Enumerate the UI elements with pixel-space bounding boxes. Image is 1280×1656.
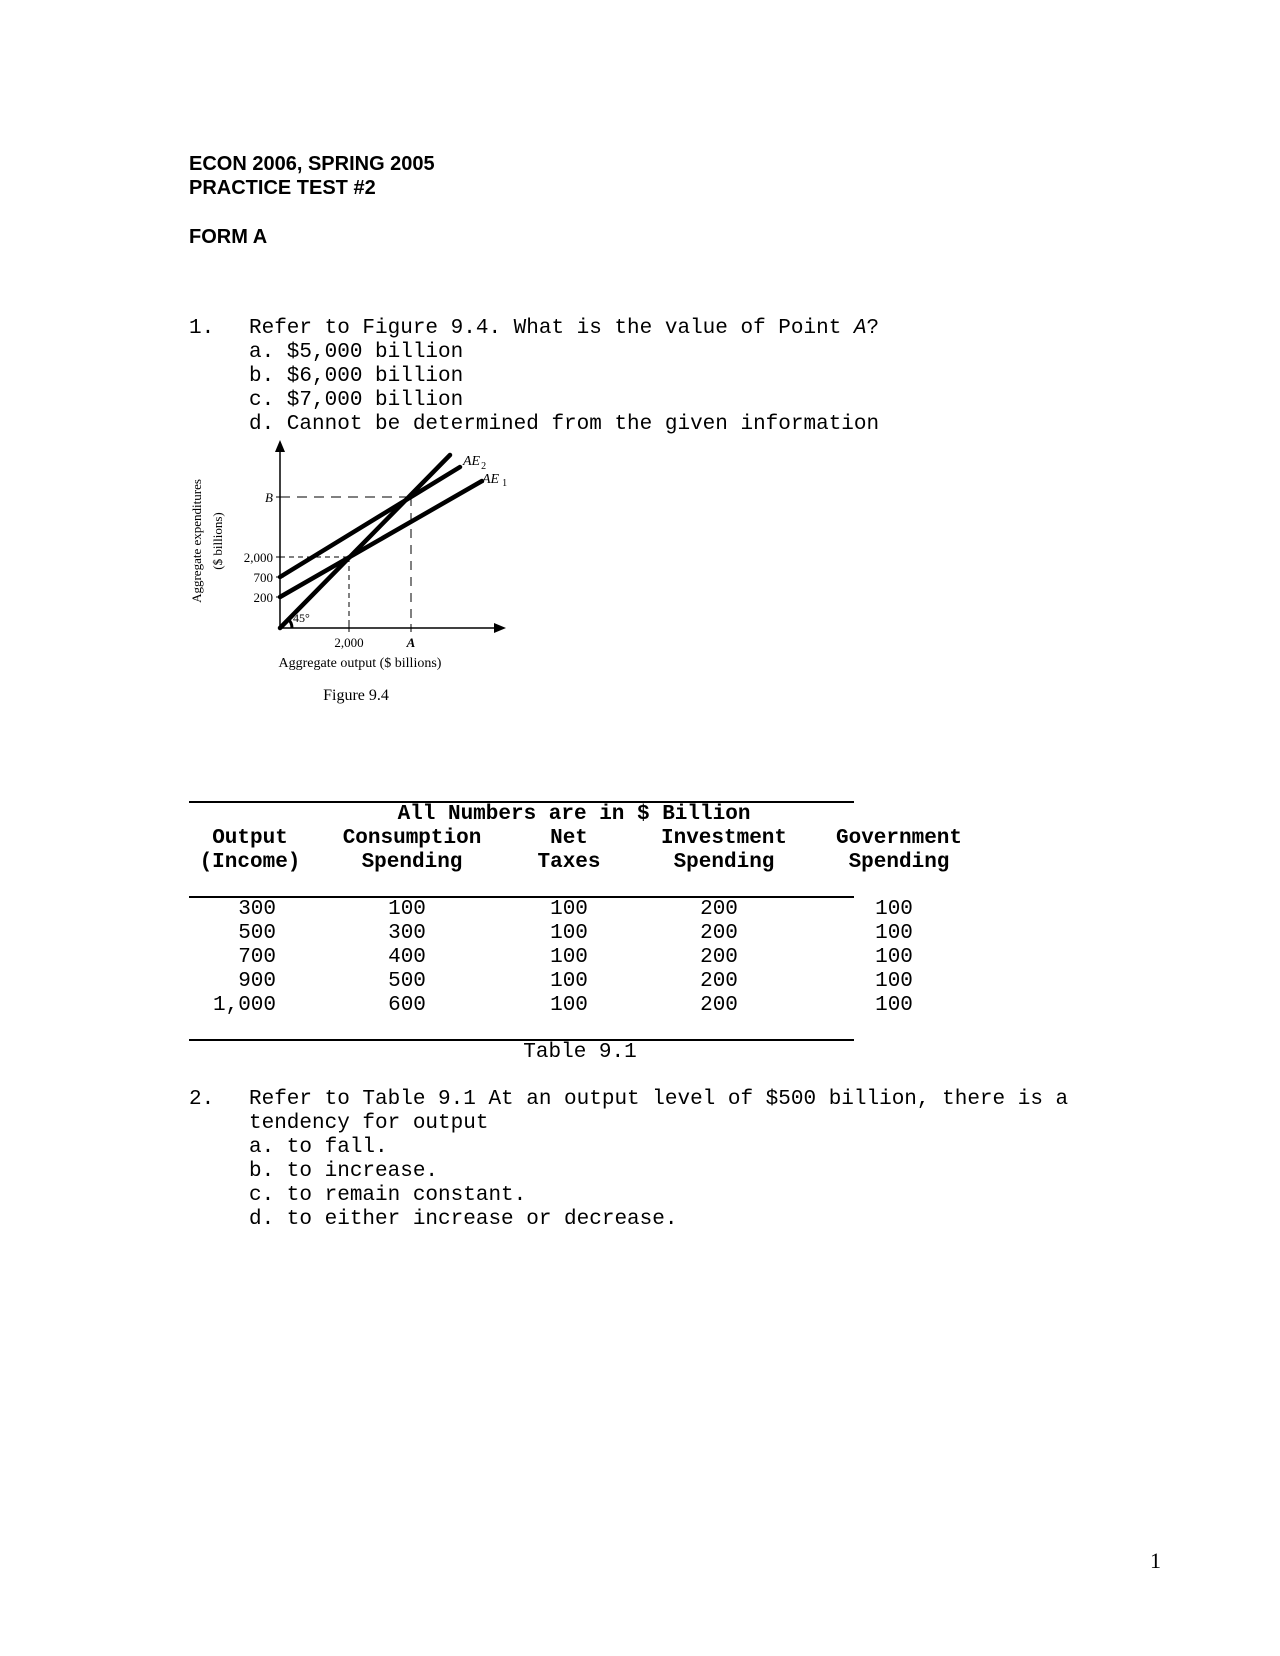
choice-b: b. $6,000 billion (249, 365, 464, 388)
stem-text-end: ? (866, 317, 880, 340)
y-tick-label-200: 200 (253, 590, 273, 605)
y-axis-arrow (275, 440, 285, 452)
x-axis-label: Aggregate output ($ billions) (278, 656, 442, 671)
table-cell: 200 (700, 994, 738, 1017)
table-caption: Table 9.1 (523, 1041, 637, 1064)
choice-d: d. to either increase or decrease. (249, 1208, 678, 1231)
table-cell: 100 (875, 994, 913, 1017)
choice-a: a. $5,000 billion (249, 341, 464, 364)
table-cell: 300 (388, 922, 426, 945)
question-stem-line1: Refer to Table 9.1 At an output level of $500 billion, there is a (249, 1088, 1069, 1111)
header-income: (Income) (199, 851, 301, 874)
table-cell: 200 (700, 970, 738, 993)
angle-label: 45° (293, 611, 310, 625)
x-axis-arrow (494, 623, 506, 633)
header-output: Output (212, 827, 288, 850)
choice-b: b. to increase. (249, 1160, 439, 1183)
ae1-label-main: AE (482, 472, 500, 487)
choice-c: c. to remain constant. (249, 1184, 527, 1207)
ae1-line (280, 481, 482, 597)
figure-9-4 (180, 436, 540, 716)
question-stem (249, 317, 879, 341)
test-title: PRACTICE TEST #2 (189, 177, 376, 199)
table-cell: 100 (875, 898, 913, 921)
ae2-label-main: AE (463, 454, 481, 469)
table-cell: 500 (238, 922, 276, 945)
table-cell: 700 (238, 946, 276, 969)
choice-d: d. Cannot be determined from the given information (249, 413, 880, 436)
header-consumption: Consumption (342, 827, 482, 850)
figure-caption: Figure 9.4 (323, 687, 389, 704)
x-tick-label-a: A (406, 635, 416, 650)
y-tick-label-b: B (265, 490, 273, 505)
header-government: Government (835, 827, 963, 850)
y-tick-label-700: 700 (253, 570, 273, 585)
table-cell: 200 (700, 922, 738, 945)
angle-arc (288, 619, 292, 628)
table-cell: 200 (700, 946, 738, 969)
45-degree-line (280, 455, 450, 628)
ae2-line (280, 467, 460, 577)
table-cell: 100 (550, 898, 588, 921)
header-investment: Investment (660, 827, 788, 850)
header-investment-spending: Spending (673, 851, 775, 874)
y-axis-label: Aggregate expenditures (189, 479, 204, 603)
choice-c: c. $7,000 billion (249, 389, 464, 412)
table-cell: 200 (700, 898, 738, 921)
course-title: ECON 2006, SPRING 2005 (189, 153, 435, 175)
table-cell: 400 (388, 946, 426, 969)
header-consumption-spending: Spending (361, 851, 463, 874)
table-cell: 900 (238, 970, 276, 993)
stem-italic: A (853, 317, 867, 340)
table-cell: 100 (875, 970, 913, 993)
header-net: Net (550, 827, 588, 850)
question-number: 2. (189, 1088, 215, 1111)
table-title: All Numbers are in $ Billion (397, 803, 751, 826)
table-cell: 100 (550, 994, 588, 1017)
table-cell: 100 (550, 922, 588, 945)
ae1-label-sub: 1 (502, 478, 508, 489)
ae2-label-sub: 2 (481, 461, 487, 472)
header-taxes: Taxes (537, 851, 601, 874)
ae1-label (481, 472, 507, 489)
table-cell: 100 (388, 898, 426, 921)
question-number: 1. (189, 317, 215, 340)
x-tick-label-2000: 2,000 (334, 635, 364, 650)
stem-text: Refer to Figure 9.4. What is the value of Point (249, 317, 854, 340)
table-cell: 100 (550, 946, 588, 969)
ae2-label (462, 454, 486, 472)
y-axis-label-units: ($ billions) (210, 512, 225, 570)
table-cell: 100 (875, 922, 913, 945)
choice-a: a. to fall. (249, 1136, 388, 1159)
header-government-spending: Spending (848, 851, 950, 874)
table-cell: 1,000 (212, 994, 276, 1017)
table-cell: 300 (238, 898, 276, 921)
y-tick-label-2000: 2,000 (243, 550, 273, 565)
page-number: 1 (1150, 1548, 1161, 1573)
table-cell: 600 (388, 994, 426, 1017)
table-cell: 500 (388, 970, 426, 993)
table-cell: 100 (875, 946, 913, 969)
question-stem-line2: tendency for output (249, 1112, 489, 1135)
form-label: FORM A (189, 226, 268, 248)
table-cell: 100 (550, 970, 588, 993)
